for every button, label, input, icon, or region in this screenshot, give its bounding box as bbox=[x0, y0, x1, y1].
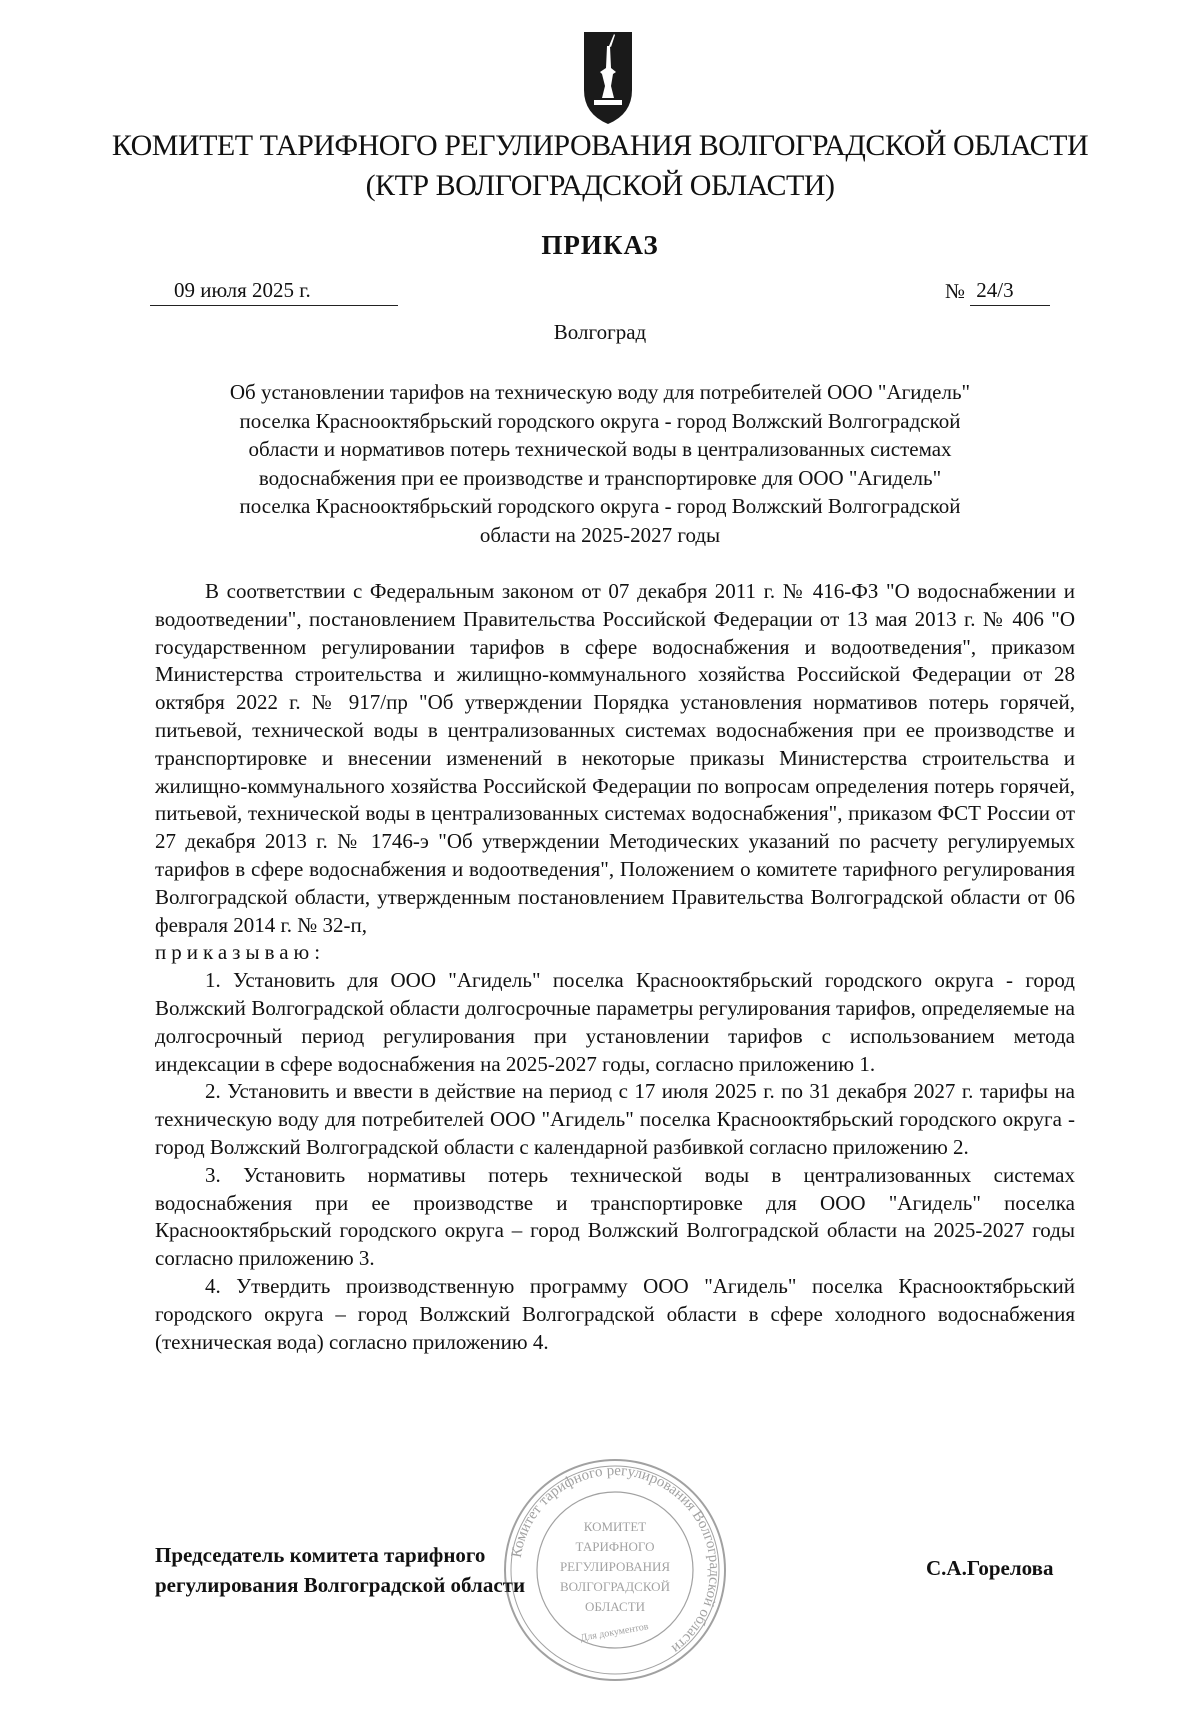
document-type: ПРИКАЗ bbox=[541, 230, 659, 260]
signatory-title-line: Председатель комитета тарифного bbox=[155, 1543, 486, 1567]
organization-name: КОМИТЕТ ТАРИФНОГО РЕГУЛИРОВАНИЯ ВОЛГОГРАДСКОЙ ОБЛАСТИ bbox=[111, 129, 1089, 162]
subject-line: поселка Краснооктябрьский городского округа - город Волжский Волгоградской bbox=[239, 408, 961, 433]
stamp-inner-line: КОМИТЕТ bbox=[583, 1519, 647, 1534]
subject-line: поселка Краснооктябрьский городского округа - город Волжский Волгоградской bbox=[239, 494, 961, 518]
document-city: Волгоград bbox=[553, 320, 647, 344]
document-number bbox=[945, 275, 1050, 306]
preamble-paragraph: В соответствии с Федеральным законом от 07 декабря 2011 г. № 416-ФЗ "О водоснабжении и водоотведении", постановлением Правительства Российской Федерации от 13 мая 2013 г. № 406 "О государственном регулировании тарифов в сфере водоснабжения и водоотведения", приказом Министерства строительства и жилищно-коммунального хозяйства Российской Федерации от 28 октября 2022 г. № 917/пр "Об утверждении Порядка установления нормативов потерь горячей, питьевой, технической воды в централизованных системах водоснабжения при ее производстве и транспортировке и внесении изменений в некоторые приказы Министерства строительства и жилищно-коммунального хозяйства Российской Федерации по вопросам определения потерь горячей, питьевой, технической воды в централизованных системах водоснабжения", приказом ФСТ России от 27 декабря 2013 г. № 1746-э "Об утверждении Методических указаний по расчету регулируемых тарифов в сфере водоснабжения и водоотведения", Положением о комитете тарифного регулирования Волгоградской области, утвержденным постановлением Правительства Волгоградской области от 06 февраля 2014 г. № 32-п, bbox=[155, 579, 1075, 937]
order-word: приказываю: bbox=[155, 940, 326, 965]
stamp-inner-line: ВОЛГОГРАДСКОЙ bbox=[560, 1579, 670, 1594]
stamp-inner-line: ОБЛАСТИ bbox=[584, 1599, 646, 1614]
order-item: 1. Установить для ООО "Агидель" поселка Краснооктябрьский городского округа - город Волжский Волгоградской области долгосрочные параметры регулирования тарифов, определяемые на долгосрочный период регулирования при установлении тарифов с использованием метода индексации в сфере водоснабжения на 2025-2027 годы, согласно приложению 1. bbox=[155, 968, 1075, 1076]
number-value: 24/3 bbox=[970, 275, 1050, 306]
subject-line: водоснабжения при ее производстве и транспортировке для ООО "Агидель" bbox=[258, 465, 942, 490]
stamp-inner-line: ТАРИФНОГО bbox=[575, 1539, 655, 1554]
signatory-name: С.А.Горелова bbox=[926, 1556, 1054, 1580]
official-stamp bbox=[500, 1455, 730, 1685]
signatory-title bbox=[155, 1540, 525, 1600]
stamp-outer-text: Комитет тарифного регулирования Волгоградской области bbox=[508, 1462, 723, 1657]
subject-line: области и нормативов потерь технической воды в централизованных системах bbox=[248, 437, 952, 461]
document-date: 09 июля 2025 г. bbox=[150, 275, 398, 306]
order-item: 2. Установить и ввести в действие на период с 17 июля 2025 г. по 31 декабря 2027 г. тарифы на техническую воду для потребителей ООО "Агидель" поселка Краснооктябрьский городского округа - город Волжский Волгоградской области с календарной разбивкой согласно приложению 2. bbox=[155, 1079, 1075, 1159]
signatory-title-line: регулирования Волгоградской области bbox=[155, 1573, 526, 1597]
coat-of-arms-icon bbox=[580, 28, 636, 128]
stamp-inner-line: РЕГУЛИРОВАНИЯ bbox=[559, 1559, 671, 1574]
subject-line: области на 2025-2027 годы bbox=[479, 522, 721, 547]
subject-line: Об установлении тарифов на техническую воду для потребителей ООО "Агидель" bbox=[229, 380, 971, 404]
stamp-bottom-text: Для документов bbox=[579, 1621, 650, 1644]
order-item: 4. Утвердить производственную программу ООО "Агидель" поселка Краснооктябрьский городского округа – город Волжский Волгоградской области в сфере холодного водоснабжения (техническая вода) согласно приложению 4. bbox=[155, 1273, 1075, 1354]
document-subject bbox=[170, 378, 1030, 549]
number-sign: № bbox=[945, 279, 966, 303]
organization-short-name: (КТР ВОЛГОГРАДСКОЙ ОБЛАСТИ) bbox=[365, 169, 835, 202]
order-item: 3. Установить нормативы потерь технической воды в централизованных системах водоснабжения при ее производстве и транспортировке для ООО "Агидель" поселка Краснооктябрьский городского округа – город Волжский Волгоградской области на 2025-2027 годы согласно приложению 3. bbox=[155, 1162, 1075, 1271]
document-body bbox=[155, 578, 1075, 1356]
